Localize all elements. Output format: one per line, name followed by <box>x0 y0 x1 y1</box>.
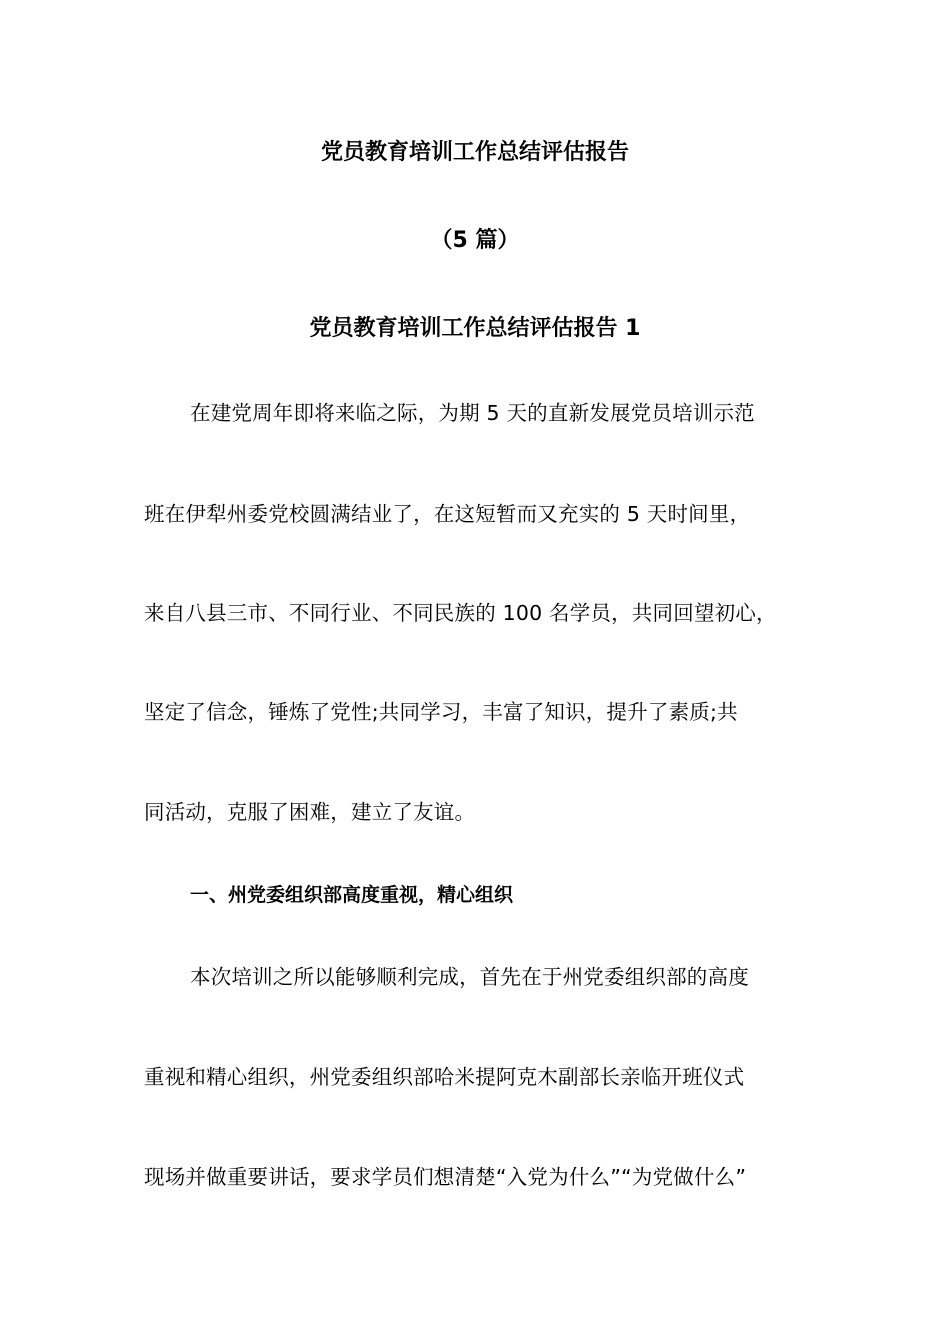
paragraph-line: 坚定了信念，锤炼了党性;共同学习，丰富了知识，提升了素质;共 <box>144 700 738 724</box>
paragraph-line: 同活动，克服了困难，建立了友谊。 <box>144 800 476 824</box>
section-heading: 一、州党委组织部高度重视，精心组织 <box>190 884 514 906</box>
paragraph-line: 现场并做重要讲话，要求学员们想清楚“入党为什么”“为党做什么” <box>144 1165 747 1189</box>
document-title: 党员教育培训工作总结评估报告 <box>320 140 629 165</box>
paragraph-line: 本次培训之所以能够顺利完成，首先在于州党委组织部的高度 <box>190 965 749 989</box>
section-title: 党员教育培训工作总结评估报告 1 <box>309 316 641 341</box>
paragraph-line: 班在伊犁州委党校圆满结业了，在这短暂而又充实的 5 天时间里， <box>144 502 751 526</box>
document-subtitle: （5 篇） <box>430 228 520 253</box>
paragraph-line: 来自八县三市、不同行业、不同民族的 100 名学员，共同回望初心， <box>144 601 777 625</box>
paragraph-line: 在建党周年即将来临之际，为期 5 天的直新发展党员培训示范 <box>190 401 755 425</box>
paragraph-line: 重视和精心组织，州党委组织部哈米提阿克木副部长亲临开班仪式 <box>144 1065 745 1089</box>
